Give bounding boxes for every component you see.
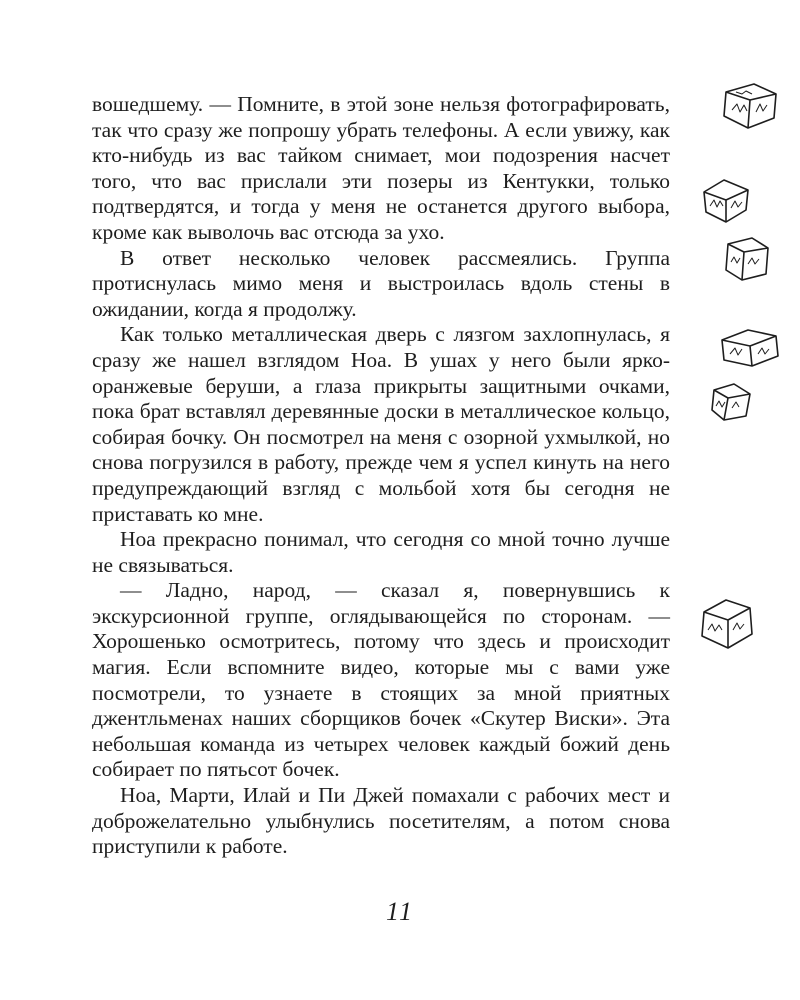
paragraph: В ответ несколько человек рассмеялись. Группа протиснулась мимо меня и выстроилась вдоль стены в ожидании, когда я продолжу. — [92, 245, 670, 321]
ice-cube-icon — [720, 80, 782, 132]
body-text — [92, 92, 670, 860]
ice-cube-icon — [718, 326, 782, 370]
ice-cube-icon — [722, 234, 772, 284]
ice-cube-icon — [698, 596, 756, 652]
paragraph: вошедшему. — Помните, в этой зоне нельзя фотографировать, так что сразу же попрошу убрать телефоны. А если увижу, как кто-нибудь из вас тайком снимает, мои подозрения насчет того, что вас прислали эти позеры из Кентукки, только подтвердятся, и тогда у меня не останется другого выбора, кроме как выволочь вас отсюда за ухо. — [92, 92, 670, 244]
ice-cube-icon — [700, 176, 752, 226]
paragraph: Как только металлическая дверь с лязгом захлопнулась, я сразу же нашел взглядом Ноа. В ушах у него были ярко-оранжевые беруши, а глаза прикрыты защитными очками, пока брат вставлял деревянные доски в металлическое кольцо, собирая бочку. Он посмотрел на меня с озорной ухмылкой, но снова погрузился в работу, прежде чем я успел кинуть на него предупреждающий взгляд с мольбой хотя бы сегодня не приставать ко мне. — [92, 322, 670, 526]
page-number: 11 — [385, 897, 415, 926]
paragraph: — Ладно, народ, — сказал я, повернувшись к экскурсионной группе, оглядывающейся по сторонам. — Хорошенько осмотритесь, потому что здесь и происходит магия. Если вспомните видео, которые мы с вами уже посмотрели, то узнаете в стоящих за мной приятных джентльменах наших сборщиков бочек «Скутер Виски». Эта небольшая команда из четырех человек каждый божий день собирает по пятьсот бочек. — [92, 578, 670, 782]
ice-cube-icon — [708, 380, 754, 424]
paragraph: Ноа прекрасно понимал, что сегодня со мной точно лучше не связываться. — [92, 527, 670, 577]
paragraph: Ноа, Марти, Илай и Пи Джей помахали с рабочих мест и доброжелательно улыбнулись посетителям, а потом снова приступили к работе. — [92, 783, 670, 859]
